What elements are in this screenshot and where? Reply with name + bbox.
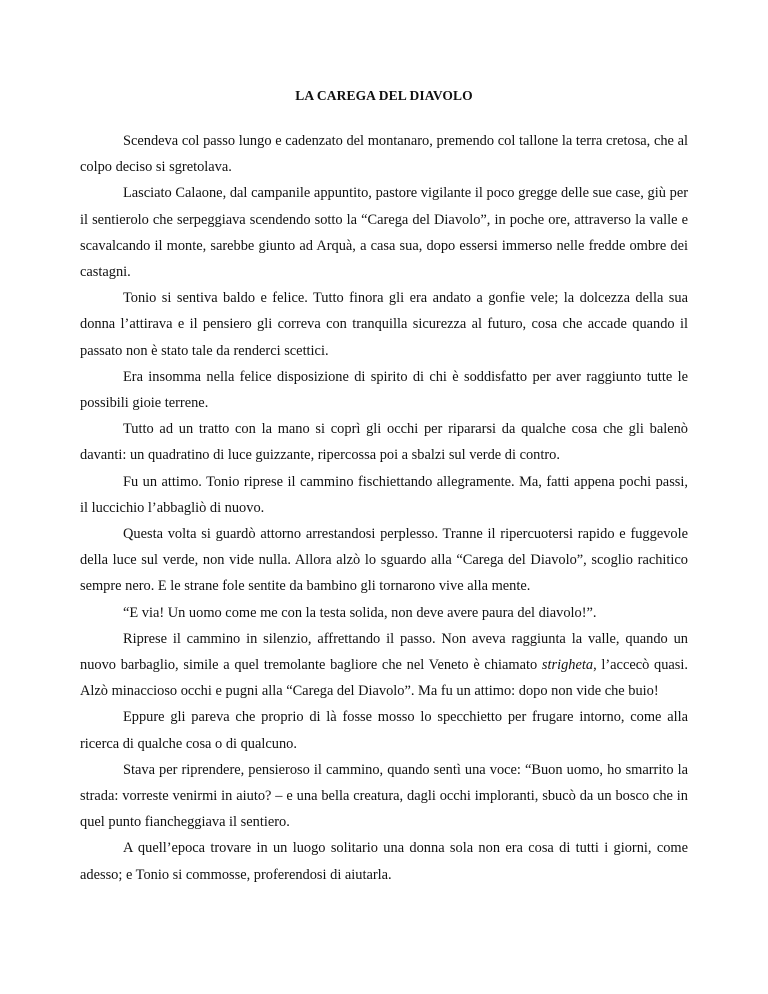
paragraph-12: A quell’epoca trovare in un luogo solitario una donna sola non era cosa di tutti i giorni, come adesso; e Tonio si commosse, proferendosi di aiutarla. — [80, 840, 688, 883]
paragraph-8: “E via! Un uomo come me con la testa solida, non deve avere paura del diavolo!”. — [123, 604, 597, 621]
paragraph-11: Stava per riprendere, pensieroso il cammino, quando sentì una voce: “Buon uomo, ho smarrito la strada: vorreste venirmi in aiuto? – e una bella creatura, dagli occhi imploranti, sbucò da un bosco che in quel punto fiancheggiava il sentiero. — [80, 761, 688, 831]
paragraph-4: Era insomma nella felice disposizione di spirito di chi è soddisfatto per aver raggiunto tutte le possibili gioie terrene. — [80, 368, 688, 412]
paragraph-9 — [80, 626, 688, 705]
paragraph-9-text-end: , l’accecò quasi. Alzò minaccioso occhi e pugni alla “Carega del Diavolo”. Ma fu un attimo: dopo non vide che buio! — [80, 657, 688, 700]
italic-word-strigheta: strigheta — [541, 657, 594, 674]
paragraph-5: Tutto ad un tratto con la mano si coprì gli occhi per ripararsi da qualche cosa che gli balenò davanti: un quadratino di luce guizzante, ripercossa poi a sbalzi sul verde di contro. — [80, 421, 688, 464]
paragraph-1: Scendeva col passo lungo e cadenzato del montanaro, premendo col tallone la terra cretosa, che al colpo deciso si sgretolava. — [80, 133, 688, 176]
paragraph-6: Fu un attimo. Tonio riprese il cammino fischiettando allegramente. Ma, fatti appena pochi passi, il luccichio l’abbagliò di nuovo. — [80, 473, 688, 516]
document-title: LA CAREGA DEL DIAVOLO — [295, 88, 473, 103]
paragraph-9-text-start: Riprese il cammino in silenzio, affrettando il passo. Non aveva raggiunta la valle, quando un nuovo barbaglio, simile a quel tremolante bagliore che nel Veneto è chiamato — [80, 630, 688, 674]
paragraph-7: Questa volta si guardò attorno arrestandosi perplesso. Tranne il ripercuotersi rapido e fuggevole della luce sul verde, non vide nulla. Allora alzò lo sguardo alla “Carega del Diavolo”, scoglio rachitico sempre nero. E le strane fole sentite da bambino gli tornarono vive alla mente. — [80, 526, 688, 595]
paragraph-10: Eppure gli pareva che proprio di là fosse mosso lo specchietto per frugare intorno, come alla ricerca di qualche cosa o di qualcuno. — [80, 709, 688, 752]
paragraph-3: Tonio si sentiva baldo e felice. Tutto finora gli era andato a gonfie vele; la dolcezza della sua donna l’attirava e il pensiero gli correva con tranquilla sicurezza al futuro, cosa che accade quando il passato non è stato tale da renderci scettici. — [80, 290, 688, 359]
paragraph-2: Lasciato Calaone, dal campanile appuntito, pastore vigilante il poco gregge delle sue case, giù per il sentierolo che serpeggiava scendendo sotto la “Carega del Diavolo”, in poche ore, attraverso la valle e scavalcando il monte, sarebbe giunto ad Arquà, a casa sua, dopo essersi immerso nelle fredde ombre dei castagni. — [80, 185, 688, 281]
document-body — [80, 128, 688, 888]
